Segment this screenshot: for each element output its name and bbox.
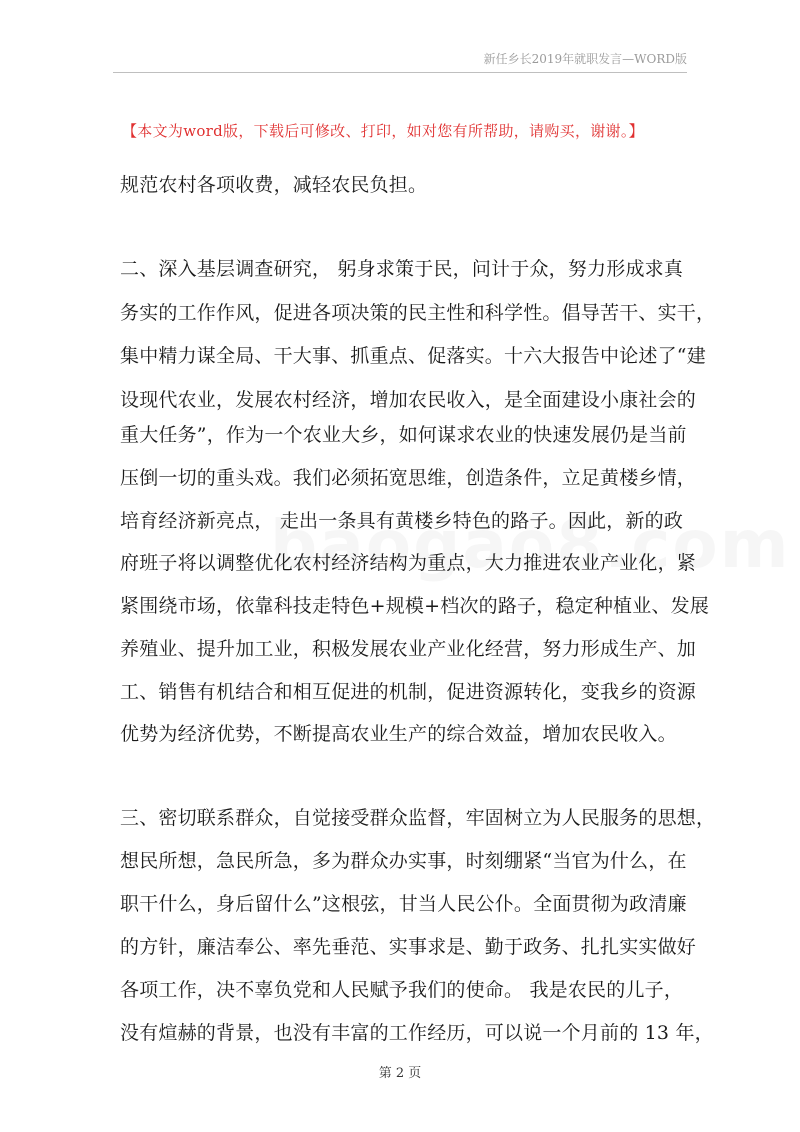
body-line: 紧围绕市场，依靠科技走特色+规模+档次的路子，稳定种植业、发展 <box>120 595 710 617</box>
body-line: 没有煊赫的背景，也没有丰富的工作经历，可以说一个月前的 13 年， <box>120 1022 714 1044</box>
page-number: 第 2 页 <box>378 1066 422 1081</box>
running-header: 新任乡长2019年就职发言—WORD版 <box>483 52 687 66</box>
header-divider <box>113 72 687 73</box>
body-line: 养殖业、提升加工业，积极发展农业产业化经营，努力形成生产、加 <box>120 638 697 660</box>
body-line: 重大任务”，作为一个农业大乡，如何谋求农业的快速发展仍是当前 <box>120 424 687 446</box>
body-line: 集中精力谋全局、干大事、抓重点、促落实。十六大报告中论述了“建 <box>120 345 706 367</box>
body-line: 三、密切联系群众，自觉接受群众监督，牢固树立为人民服务的思想， <box>120 807 716 829</box>
body-line: 优势为经济优势，不断提高农业生产的综合效益，增加农民收入。 <box>120 723 677 745</box>
body-line: 工、销售有机结合和相互促进的机制，促进资源转化，变我乡的资源 <box>120 681 697 703</box>
body-line: 压倒一切的重头戏。我们必须拓宽思维，创造条件，立足黄楼乡情， <box>120 467 697 489</box>
body-line: 各项工作，决不辜负党和人民赋予我们的使命。 我是农民的儿子， <box>120 979 684 1001</box>
body-line: 规范农村各项收费，减轻农民负担。 <box>120 174 428 196</box>
body-line: 培育经济新亮点， 走出一条具有黄楼乡特色的路子。因此，新的政 <box>120 510 684 532</box>
body-line: 府班子将以调整优化农村经济结构为重点，大力推进农业产业化，紧 <box>120 552 697 574</box>
download-notice: 【本文为word版，下载后可修改、打印，如对您有所帮助，请购买，谢谢。】 <box>122 122 644 140</box>
body-line: 的方针，廉洁奉公、率先垂范、实事求是、勤于政务、扎扎实实做好 <box>120 936 697 958</box>
body-line: 二、深入基层调查研究， 躬身求策于民，问计于众，努力形成求真 <box>120 258 684 280</box>
body-line: 设现代农业，发展农村经济，增加农民收入，是全面建设小康社会的 <box>120 389 697 411</box>
body-line: 想民所想，急民所急，多为群众办实事，时刻绷紧“当官为什么，在 <box>120 850 687 872</box>
body-line: 务实的工作作风，促进各项决策的民主性和科学性。倡导苦干、实干， <box>120 302 716 324</box>
body-line: 职干什么，身后留什么”这根弦，甘当人民公仆。全面贯彻为政清廉 <box>120 893 687 915</box>
